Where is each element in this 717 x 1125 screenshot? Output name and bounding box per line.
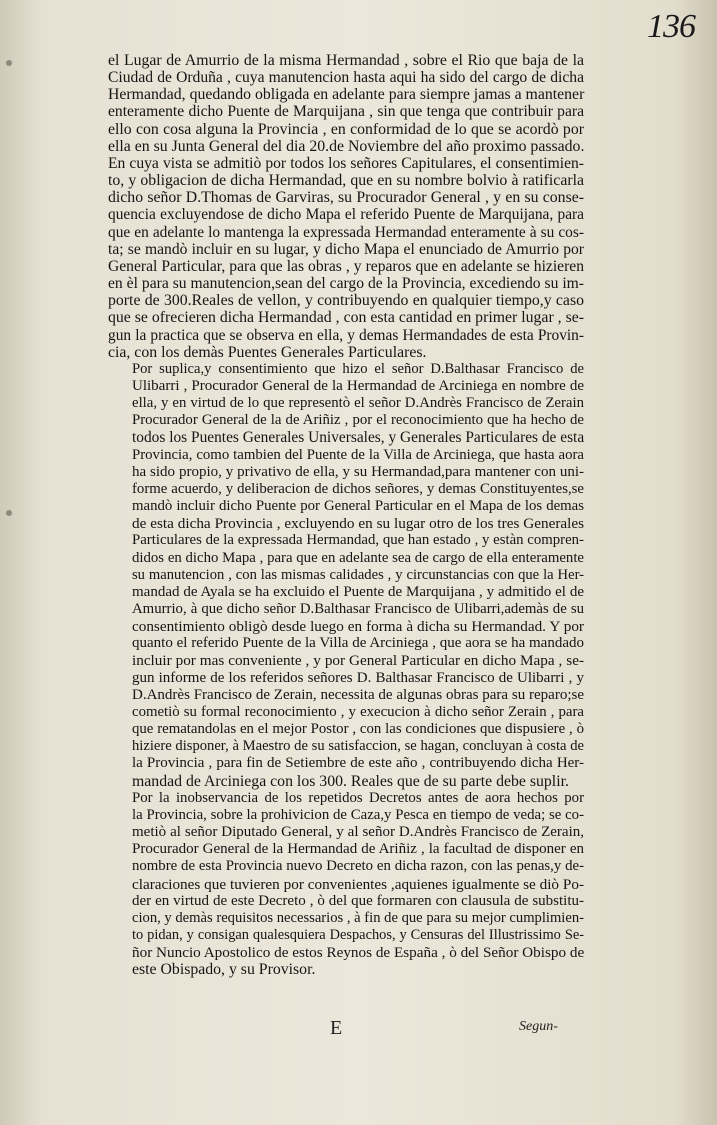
text-line: Por la inobservancia de los repetidos Decretos antes de aora hechos por [132, 789, 584, 806]
text-line: Particulares de la expressada Hermandad, que han estado , y estàn compren- [132, 532, 584, 549]
text-line: la Provincia, sobre la prohivicion de Caza,y Pesca en tiempo de veda; se co- [132, 806, 584, 823]
paragraph [108, 361, 584, 790]
text-line: incluir por mas conveniente , y por General Particular en dicho Mapa , se- [132, 652, 584, 670]
text-line: Ciudad de Orduña , cuya manutencion hasta aqui ha sido del cargo de dicha [108, 69, 584, 87]
text-line: to pidan, y consigan qualesquiera Despachos, y Censuras del Illustrissimo Se- [132, 926, 584, 943]
binding-hole [6, 60, 12, 66]
text-line: ta; se mandò incluir en su lugar, y dicho Mapa el enunciado de Amurrio por [108, 240, 584, 258]
text-line: ñor Nuncio Apostolico de estos Reynos de España , ò del Señor Obispo de [132, 944, 585, 962]
text-line: Hermandad, quedando obligada en adelante para siempre jamas a mantener [108, 86, 585, 104]
text-line: todos los Puentes Generales Universales, y Generales Particulares de esta [132, 429, 585, 447]
text-line: ha sido propio, y privativo de ella, y su Hermandad,para mantener con uni- [132, 463, 584, 480]
text-line: Por suplica,y consentimiento que hizo el señor D.Balthasar Francisco de [132, 360, 584, 377]
text-line: claraciones que tuvieren por convenientes ,aquienes igualmente se diò Po- [132, 875, 584, 893]
text-line: cometiò su formal reconocimiento , y execucion à dicho señor Zerain , para [132, 703, 584, 720]
text-line: metiò al señor Diputado General, y al señor D.Andrès Francisco de Zerain, [132, 824, 584, 841]
text-line: gun la practica que se observa en ella, y demas Hermandades de esta Provin- [108, 326, 584, 344]
text-line: didos en dicho Mapa , para que en adelante sea de cargo de ella enteramente [132, 549, 584, 566]
text-line: quanto el referido Puente de la Villa de Arciniega , que aora se ha mandado [132, 635, 584, 652]
binding-hole [6, 510, 12, 516]
signature-mark: E [330, 1017, 343, 1039]
text-line: D.Andrès Francisco de Zerain, necessita de algunas obras para su reparo;se [132, 686, 584, 703]
text-line: que rematandolas en el mejor Postor , con las condiciones que dispusiere , ò [132, 721, 584, 738]
text-line: der en virtud de este Decreto , ò del que formaren con clausula de substitu- [132, 892, 584, 909]
text-line: enteramente dicho Puente de Marquijana , sin que tenga que contribuir para [108, 103, 584, 121]
text-line: ella, y en virtud de lo que representò el señor D.Andrès Francisco de Zerain [132, 395, 584, 412]
text-line: que se ofrecieren dicha Hermandad , con esta cantidad en primer lugar , se- [108, 309, 584, 327]
text-line: que en adelante lo mantenga la expressada Hermandad enteramente à su cos- [108, 223, 584, 241]
paragraph [108, 52, 584, 361]
text-line: Procurador General de la Hermandad de Ariñiz , la facultad de disponer en [132, 841, 584, 858]
folio-number: 136 [647, 8, 695, 45]
text-line: el Lugar de Amurrio de la misma Hermandad , sobre el Rio que baja de la [108, 52, 584, 69]
text-line: quencia excluyendose de dicho Mapa el referido Puente de Marquijana, para [108, 206, 584, 224]
text-line: Provincia, como tambien del Puente de la Villa de Arciniega, que hasta aora [132, 446, 584, 463]
text-line: nombre de esta Provincia nuevo Decreto en dicha razon, con las penas,y de- [132, 858, 584, 875]
text-line: En cuya vista se admitiò por todos los señores Capitulares, el consentimien- [108, 154, 584, 172]
text-line: en èl para su manutencion,sean del cargo de la Provincia, excediendo su im- [108, 275, 584, 293]
text-line: mandad de Ayala se ha excluido el Puente de Marquijana , y admitido el de [132, 583, 584, 600]
text-line: ello con cosa alguna la Provincia , en conformidad de lo que se acordò por [108, 120, 584, 138]
body-text [108, 52, 584, 978]
text-line: Ulibarri , Procurador General de la Hermandad de Arciniega en nombre de [132, 377, 584, 394]
text-line: gun informe de los referidos señores D. Balthasar Francisco de Ulibarri , y [132, 669, 584, 686]
text-line: to, y obligacion de dicha Hermandad, que en su nombre bolvio à ratificarla [108, 172, 584, 190]
text-line: mandò incluir dicho Puente por General Particular en el Mapa de los demas [132, 498, 584, 515]
text-line: este Obispado, y su Provisor. [132, 961, 316, 979]
text-line: Procurador General de la de Ariñiz , por el reconocimiento que ha hecho de [132, 412, 584, 429]
text-line: consentimiento obligò desde luego en forma à dicha su Hermandad. Y por [132, 618, 584, 636]
text-line: ella en su Junta General del dia 20.de Noviembre del año proximo passado. [108, 137, 585, 155]
text-line: la Provincia , para fin de Setiembre de este año , contribuyendo dicha Her- [132, 755, 584, 772]
paragraph [108, 790, 584, 979]
text-line: hiziere disponer, à Maestro de su satisfaccion, se hagan, concluyan à costa de [132, 738, 584, 755]
text-line: Amurrio, à que dicho señor D.Balthasar Francisco de Ulibarri,ademàs de su [132, 601, 584, 617]
text-line: su manutencion , con las mismas calidades , y circunstancias con que la Her- [132, 566, 584, 583]
text-line: cion, y demàs requisitos necessarios , à fin de que para su mejor cumplimien- [132, 909, 584, 926]
catchword: Segun- [519, 1019, 558, 1034]
text-line: General Particular, para que las obras , y reparos que en adelante se hizieren [108, 257, 584, 275]
text-line: cia, con los demàs Puentes Generales Particulares. [108, 343, 427, 361]
text-line: porte de 300.Reales de vellon, y contribuyendo en qualquier tiempo,y caso [108, 292, 584, 310]
text-line: forme acuerdo, y deliberacion de dichos señores, y demas Constituyentes,se [132, 480, 584, 497]
text-line: mandad de Arciniega con los 300. Reales que de su parte debe suplir. [132, 772, 569, 790]
text-line: de esta dicha Provincia , excluyendo en su lugar otro de los tres Generales [132, 515, 584, 533]
text-line: dicho señor D.Thomas de Garviras, su Procurador General , y en su conse- [108, 189, 584, 207]
